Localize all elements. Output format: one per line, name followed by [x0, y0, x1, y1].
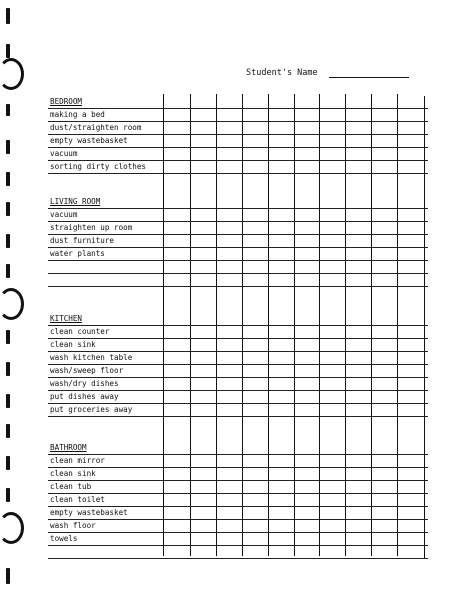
checklist-row-line: [48, 519, 428, 520]
checklist-row-line: [48, 416, 428, 417]
checklist-row-line: [48, 545, 428, 546]
task-label: put dishes away: [50, 392, 119, 402]
task-label: vacuum: [50, 210, 78, 220]
checklist-row-line: [48, 134, 428, 135]
task-label: clean sink: [50, 469, 96, 479]
checklist-column-line: [424, 96, 425, 558]
checklist-row-line: [48, 493, 428, 494]
checklist-row-line: [48, 286, 428, 287]
checklist-row-line: [48, 377, 428, 378]
task-label: straighten up room: [50, 223, 133, 233]
task-label: water plants: [50, 249, 105, 259]
task-label: put groceries away: [50, 405, 133, 415]
task-label: wash/sweep floor: [50, 366, 124, 376]
task-label: wash floor: [50, 521, 96, 531]
checklist-row-line: [48, 532, 428, 533]
task-label: sorting dirty clothes: [50, 162, 147, 172]
checklist-row-line: [48, 351, 428, 352]
task-label: clean mirror: [50, 456, 105, 466]
section-title: KITCHEN: [50, 314, 83, 323]
checklist-row-line: [48, 558, 428, 559]
checklist-row-line: [48, 338, 428, 339]
checklist-row-line: [48, 467, 428, 468]
checklist-row-line: [48, 390, 428, 391]
task-label: empty wastebasket: [50, 136, 128, 146]
checklist-row-line: [48, 147, 428, 148]
task-label: towels: [50, 534, 78, 544]
checklist-row-line: [48, 221, 428, 222]
task-label: wash kitchen table: [50, 353, 133, 363]
task-label: wash/dry dishes: [50, 379, 119, 389]
task-label: clean toilet: [50, 495, 105, 505]
task-label: clean counter: [50, 327, 110, 337]
checklist-row-line: [48, 173, 428, 174]
checklist-row-line: [48, 160, 428, 161]
checklist-row-line: [48, 247, 428, 248]
task-label: clean sink: [50, 340, 96, 350]
checklist-row-line: [48, 234, 428, 235]
task-label: making a bed: [50, 110, 105, 120]
checklist-row-line: [48, 121, 428, 122]
checklist-row-line: [48, 260, 428, 261]
checklist-row-line: [48, 108, 428, 109]
student-name-label: Student's Name: [246, 68, 318, 78]
checklist-row-line: [48, 208, 428, 209]
checklist-row-line: [48, 364, 428, 365]
section-title: LIVING ROOM: [50, 197, 101, 206]
task-label: vacuum: [50, 149, 78, 159]
checklist-row-line: [48, 325, 428, 326]
task-label: empty wastebasket: [50, 508, 128, 518]
checklist-row-line: [48, 403, 428, 404]
task-label: dust/straighten room: [50, 123, 142, 133]
task-label: dust furniture: [50, 236, 115, 246]
checklist-row-line: [48, 454, 428, 455]
checklist-row-line: [48, 480, 428, 481]
task-label: clean tub: [50, 482, 92, 492]
checklist-row-line: [48, 273, 428, 274]
section-title: BEDROOM: [50, 97, 83, 106]
checklist-row-line: [48, 506, 428, 507]
section-title: BATHROOM: [50, 443, 87, 452]
